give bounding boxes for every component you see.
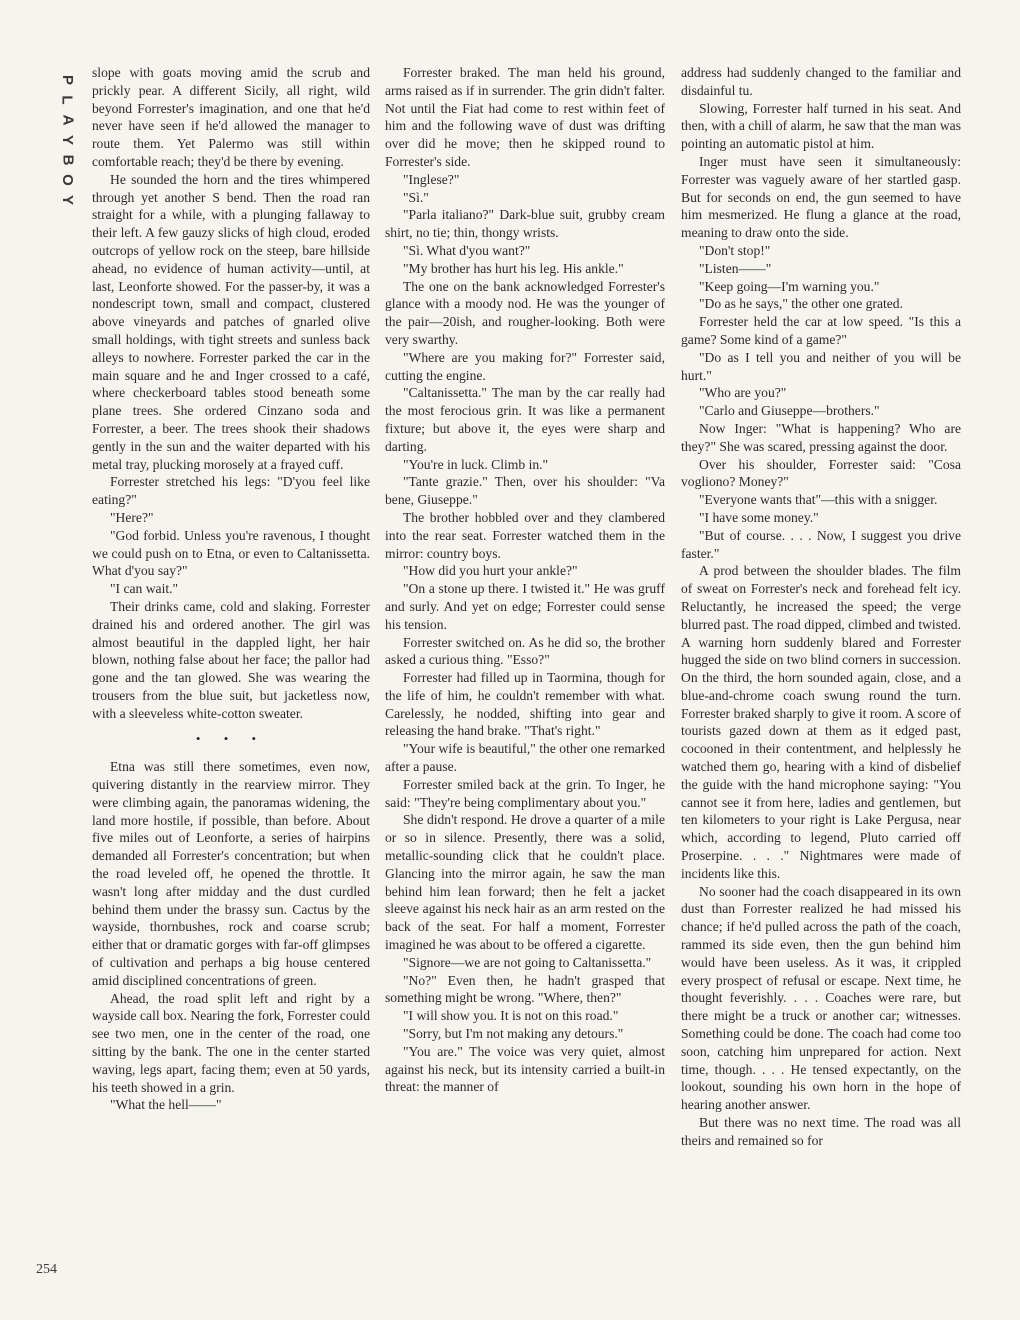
paragraph: "Sì. What d'you want?" bbox=[403, 242, 531, 258]
paragraph: "Caltanissetta." The man by the car really had the most ferocious grin. It was like a permanent fixture; but above it, the eyes were sharp and darting. bbox=[385, 385, 665, 454]
paragraph: "God forbid. Unless you're ravenous, I thought we could push on to Etna, or even to Caltanissetta. What d'you say?" bbox=[92, 527, 370, 579]
paragraph: Forrester braked. The man held his ground, arms raised as if in surrender. The grin didn't falter. Not until the Fiat had come to rest within feet of him and the following wave of dust was drifting over did he move; then he skipped round to Forrester's side. bbox=[385, 65, 665, 169]
running-head-letter: Y bbox=[58, 134, 76, 146]
running-head-letter: Y bbox=[58, 194, 76, 206]
paragraph: "Who are you?" bbox=[699, 385, 787, 401]
running-head-letter: O bbox=[58, 174, 76, 186]
paragraph: "Tante grazie." Then, over his shoulder: "Va bene, Giuseppe." bbox=[385, 474, 665, 508]
section-break: • • • bbox=[195, 731, 267, 747]
paragraph: "How did you hurt your ankle?" bbox=[403, 563, 578, 579]
page-number: 254 bbox=[36, 1262, 57, 1277]
paragraph: "My brother has hurt his leg. His ankle." bbox=[403, 260, 624, 276]
paragraph: address had suddenly changed to the familiar and disdainful tu. bbox=[681, 65, 961, 98]
paragraph: "What the hell——" bbox=[110, 1097, 222, 1113]
paragraph: Etna was still there sometimes, even now, quivering distantly in the rearview mirror. They were climbing again, the panoramas widening, the land more hostile, if possible, than before. About five miles out of Leonforte, a series of hairpins demanded all Forrester's concentration; but when the road leveled off, he opened the throttle. It wasn't long after midday and the dust curdled behind them under the brassy sun. Cactus by the wayside, thornbushes, rock and coarse scrub; either that or dramatic gorges with far-off glimpses of cultivation and perhaps a big house centered amid disciplined concentrations of green. bbox=[92, 759, 370, 988]
paragraph: "No?" Even then, he hadn't grasped that something might be wrong. "Where, then?" bbox=[385, 972, 665, 1006]
running-head-letter: A bbox=[59, 114, 76, 126]
paragraph: Forrester had filled up in Taormina, though for the life of him, he couldn't remember with what. Carelessly, he nodded, shifting into gear and releasing the hand brake. "That's right." bbox=[385, 670, 665, 739]
paragraph: "I have some money." bbox=[699, 509, 819, 525]
paragraph: "Where are you making for?" Forrester said, cutting the engine. bbox=[385, 349, 665, 383]
paragraph: "Sorry, but I'm not making any detours." bbox=[403, 1026, 624, 1042]
text-column-2 bbox=[385, 64, 665, 1096]
paragraph: "I can wait." bbox=[110, 581, 179, 597]
paragraph: Forrester stretched his legs: "D'you feel like eating?" bbox=[92, 474, 370, 508]
paragraph: "Keep going—I'm warning you." bbox=[699, 278, 880, 294]
paragraph: Forrester switched on. As he did so, the brother asked a curious thing. "Esso?" bbox=[385, 634, 665, 668]
paragraph: He sounded the horn and the tires whimpered through yet another S bend. Then the road ran straight for a while, with a plunging fallaway to their left. A few gauzy slicks of high cloud, eroded outcrops of yellow rock on the steep, bare hillside ahead, no evidence of human activity—until, at last, Leonforte showed. For the passer-by, it was a nondescript town, small and compact, clustered above vineyards and patches of gnarled olive small holdings, with tight streets and sunless back alleys to nowhere. Forrester parked the car in the main square and he and Inger crossed to a café, where checkerboard tables stood beneath some plane trees. She ordered Cinzano soda and Forrester, a beer. The trees shook their shadows gently in the sun and the waiter departed with his metal tray, plucking morosely at a frayed cuff. bbox=[92, 171, 370, 472]
running-head-letter: P bbox=[58, 74, 76, 86]
paragraph: "I will show you. It is not on this road." bbox=[403, 1008, 619, 1024]
paragraph: slope with goats moving amid the scrub and prickly pear. A different Sicily, all right, wild beyond Forrester's imagination, and one that he'd never have seen if he'd allowed the manager to route them. Yet Palermo was still within comfortable reach; they'd be there by evening. bbox=[92, 65, 370, 169]
paragraph: "Inglese?" bbox=[403, 171, 460, 187]
running-head-letter: B bbox=[59, 154, 76, 166]
paragraph: Slowing, Forrester half turned in his seat. And then, with a chill of alarm, he saw that the man was pointing an automatic pistol at him. bbox=[681, 100, 961, 152]
paragraph: "On a stone up there. I twisted it." He was gruff and surly. And yet on edge; Forrester could sense his tension. bbox=[385, 581, 665, 632]
paragraph: "Signore—we are not going to Caltanissetta." bbox=[403, 954, 652, 970]
paragraph: Ahead, the road split left and right by a wayside call box. Nearing the fork, Forrester could see two men, one in the center of the road, one sitting by the bank. The one in the center started waving, legs apart, facing them; even at 50 yards, his teeth showed in a grin. bbox=[92, 990, 370, 1095]
running-head bbox=[54, 70, 80, 210]
paragraph: The brother hobbled over and they clambered into the rear seat. Forrester watched them in the mirror: country boys. bbox=[385, 509, 665, 561]
paragraph: "But of course. . . . Now, I suggest you drive faster." bbox=[681, 527, 961, 561]
running-head-letter: L bbox=[58, 95, 76, 105]
paragraph: "Your wife is beautiful," the other one remarked after a pause. bbox=[385, 741, 665, 775]
paragraph: No sooner had the coach disappeared in its own dust than Forrester realized he had missed his chance; if he'd pulled across the path of the coach, rammed its side even, then the gun behind him would have been useless. As it was, it crippled every prospect of refusal or escape. Next time, he thought feverishly. . . . Coaches were rare, but there might be a truck or another car; witnesses. Something could be done. The coach had come too soon, catching him unprepared for action. Next time, though. . . . He tensed expectantly, on the lookout, sounding his own horn in the hope of hearing another answer. bbox=[681, 883, 961, 1113]
paragraph: Inger must have seen it simultaneously: Forrester was vaguely aware of her startled gasp. But for seconds on end, the gun seemed to have him mesmerized. He flung a glance at the road, meaning to draw onto the side. bbox=[681, 153, 961, 241]
paragraph: Over his shoulder, Forrester said: "Cosa vogliono? Money?" bbox=[681, 456, 961, 490]
paragraph: Forrester smiled back at the grin. To Inger, he said: "They're being complimentary about you." bbox=[385, 776, 665, 810]
paragraph: "Sì." bbox=[403, 189, 429, 205]
paragraph: "Carlo and Giuseppe—brothers." bbox=[699, 403, 880, 419]
paragraph: She didn't respond. He drove a quarter of a mile or so in silence. Presently, there was a solid, metallic-sounding click that he couldn't place. Glancing into the mirror again, he saw the man behind him lean forward; then he felt a jacket sleeve against his neck hair as an arm rested on the back of the seat. For half a moment, Forrester imagined he was about to be offered a cigarette. bbox=[385, 812, 665, 953]
text-column-1 bbox=[92, 64, 370, 1114]
paragraph: "Here?" bbox=[110, 509, 154, 525]
paragraph: "Do as I tell you and neither of you will be hurt." bbox=[681, 349, 961, 383]
paragraph: "Everyone wants that"—this with a snigger. bbox=[699, 492, 938, 508]
paragraph: "Parla italiano?" Dark-blue suit, grubby cream shirt, no tie; thin, thongy wrists. bbox=[385, 207, 665, 241]
paragraph: "You're in luck. Climb in." bbox=[403, 456, 549, 472]
paragraph: "Don't stop!" bbox=[699, 242, 771, 258]
paragraph: The one on the bank acknowledged Forrester's glance with a moody nod. He was the younger of the pair—20ish, and rougher-looking. Both were very swarthy. bbox=[385, 278, 665, 347]
paragraph: Their drinks came, cold and slaking. Forrester drained his and ordered another. The girl was almost beautiful in the dappled light, her hair blown, nothing false about her face; the pallor had gone and the tan glowed. She was wearing the trousers from the blue suit, but jacketless now, with a sleeveless white-cotton sweater. bbox=[92, 598, 370, 721]
paragraph: Now Inger: "What is happening? Who are they?" She was scared, pressing against the door. bbox=[681, 420, 961, 454]
paragraph: But there was no next time. The road was all theirs and remained so for bbox=[681, 1115, 961, 1148]
paragraph: "Do as he says," the other one grated. bbox=[699, 296, 903, 312]
paragraph: Forrester held the car at low speed. "Is this a game? Some kind of a game?" bbox=[681, 314, 961, 347]
paragraph: "Listen——" bbox=[699, 260, 772, 276]
text-column-3 bbox=[681, 64, 961, 1150]
paragraph: A prod between the shoulder blades. The film of sweat on Forrester's neck and forehead felt icy. Reluctantly, he increased the speed; the verge blurred past. The road dipped, climbed and twisted. A warning horn suddenly blared and Forrester hugged the side on two blind corners in succession. On the third, the horn sounded again, close, and a blue-and-chrome coach swung round the turn. Forrester braked sharply to give it room. A score of tourists gazed down at them as it edged past, cocooned in their contentment, and helplessly he watched them go, hearing with a kind of disbelief the guide with the hand microphone saying: "You cannot see it from here, ladies and gentlemen, but ten kilometers to your right is Lake Pergusa, near which, according to legend, Pluto carried off Proserpine. . . ." Nightmares were made of incidents like this. bbox=[681, 563, 961, 881]
paragraph: "You are." The voice was very quiet, almost against his neck, but its intensity carried a built-in threat: the manner of bbox=[385, 1043, 665, 1095]
